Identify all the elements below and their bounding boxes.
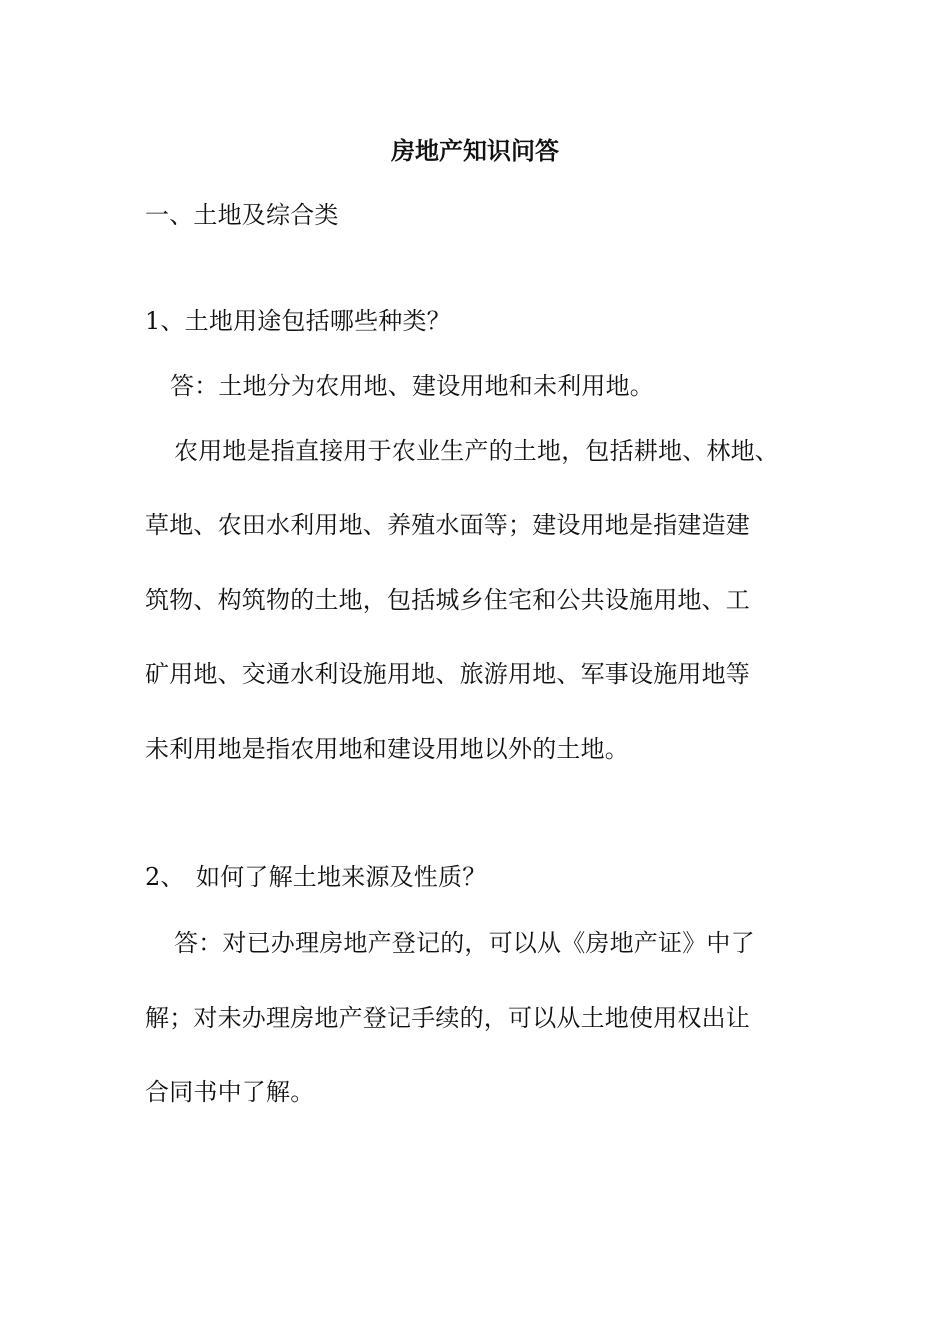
- answer-2-line: 解；对未办理房地产登记手续的，可以从土地使用权出让: [145, 1004, 750, 1032]
- answer-1-line: 草地、农田水利用地、养殖水面等；建设用地是指建造建: [145, 511, 750, 539]
- question-1: 1、土地用途包括哪些种类？: [145, 307, 451, 335]
- answer-1-line: 未利用地是指农用地和建设用地以外的土地。: [145, 735, 629, 763]
- answer-2-line: 合同书中了解。: [145, 1078, 315, 1106]
- answer-1-intro: 答：土地分为农用地、建设用地和未利用地。: [170, 372, 654, 400]
- question-2-number: 2、: [145, 863, 185, 891]
- question-2: 如何了解土地来源及性质？: [196, 863, 487, 891]
- section-heading: 一、土地及综合类: [145, 201, 339, 229]
- document-title: 房地产知识问答: [391, 136, 559, 165]
- answer-2-line: 答：对已办理房地产登记的，可以从《房地产证》中了: [174, 929, 755, 957]
- answer-1-line: 农用地是指直接用于农业生产的土地，包括耕地、林地、: [174, 437, 779, 465]
- answer-1-line: 筑物、构筑物的土地，包括城乡住宅和公共设施用地、工: [145, 586, 750, 614]
- answer-1-line: 矿用地、交通水利设施用地、旅游用地、军事设施用地等: [145, 660, 750, 688]
